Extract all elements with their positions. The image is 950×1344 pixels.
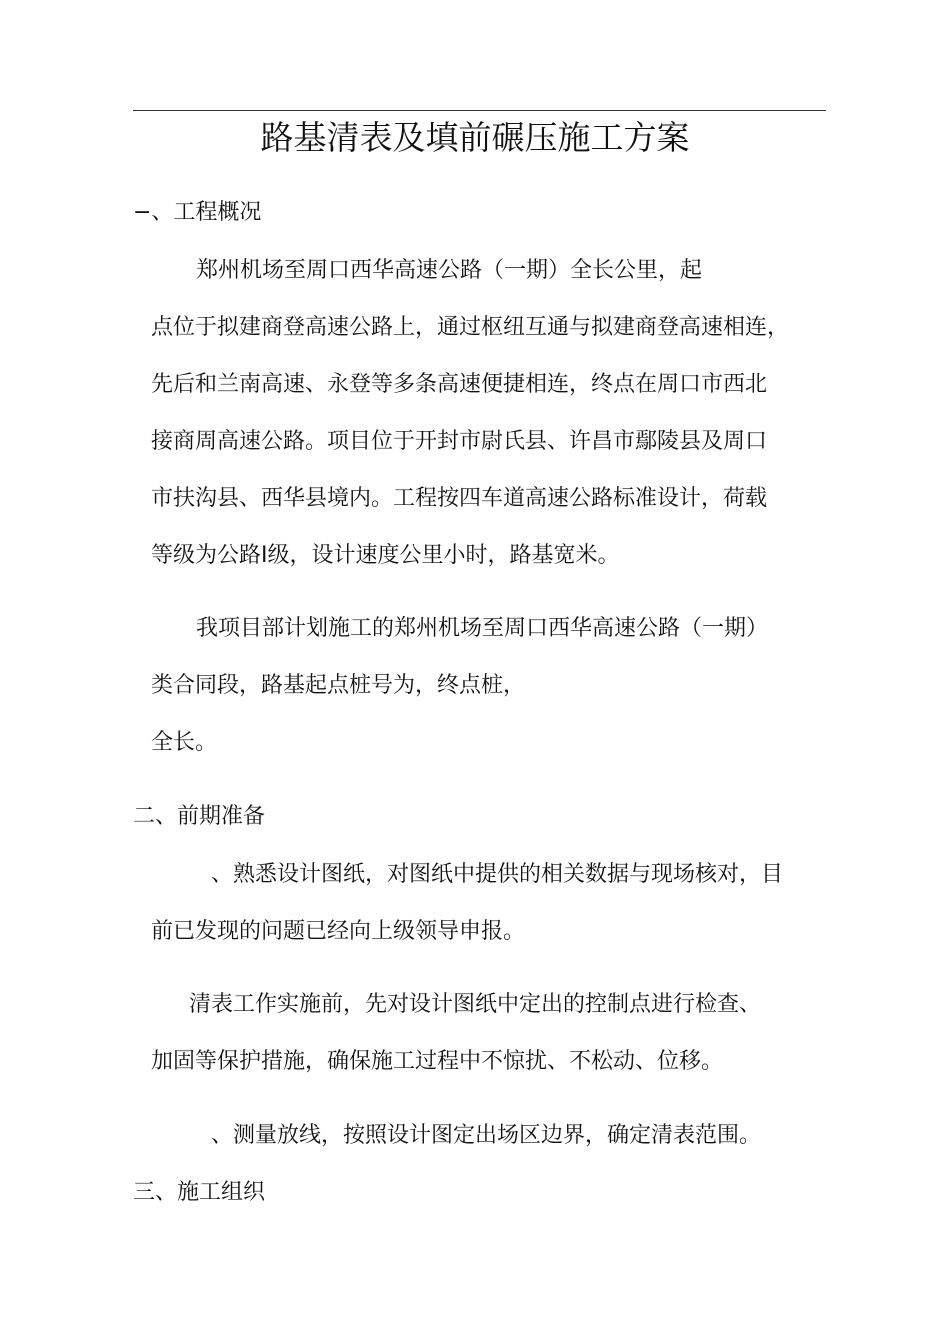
section-heading-overview: −、工程概况 xyxy=(133,200,262,225)
paragraph-line: 我项目部计划施工的郑州机场至周口西华高速公路（一期） xyxy=(196,616,769,641)
paragraph-line: 前已发现的问题已经向上级领导申报。 xyxy=(151,919,526,944)
section-heading-organization: 三、施工组织 xyxy=(133,1180,266,1205)
paragraph-line: 等级为公路Ⅰ级，设计速度公里小时，路基宽米。 xyxy=(151,543,620,568)
paragraph-line: 全长。 xyxy=(151,730,218,755)
paragraph-line: 点位于拟建商登高速公路上，通过枢纽互通与拟建商登高速相连， xyxy=(151,315,790,340)
paragraph-line: 加固等保护措施，确保施工过程中不惊扰、不松动、位移。 xyxy=(151,1049,724,1074)
document-title: 路基清表及填前碾压施工方案 xyxy=(260,118,690,157)
paragraph-line: 先后和兰南高速、永登等多条高速便捷相连，终点在周口市西北 xyxy=(151,372,768,397)
paragraph-line: 接商周高速公路。项目位于开封市尉氏县、许昌市鄢陵县及周口 xyxy=(151,429,768,454)
paragraph-line: 清表工作实施前，先对设计图纸中定出的控制点进行检查、 xyxy=(189,992,762,1017)
paragraph-line: 类合同段，路基起点桩号为，终点桩， xyxy=(151,673,526,698)
paragraph-line: 、测量放线，按照设计图定出场区边界，确定清表范围。 xyxy=(211,1123,762,1148)
paragraph-line: 市扶沟县、西华县境内。工程按四车道高速公路标准设计，荷载 xyxy=(151,486,768,511)
paragraph-line: 、熟悉设计图纸，对图纸中提供的相关数据与现场核对，目 xyxy=(211,862,784,887)
header-rule xyxy=(133,110,826,111)
paragraph-line: 郑州机场至周口西华高速公路（一期）全长公里，起 xyxy=(196,258,703,283)
section-heading-preparation: 二、前期准备 xyxy=(133,804,266,829)
